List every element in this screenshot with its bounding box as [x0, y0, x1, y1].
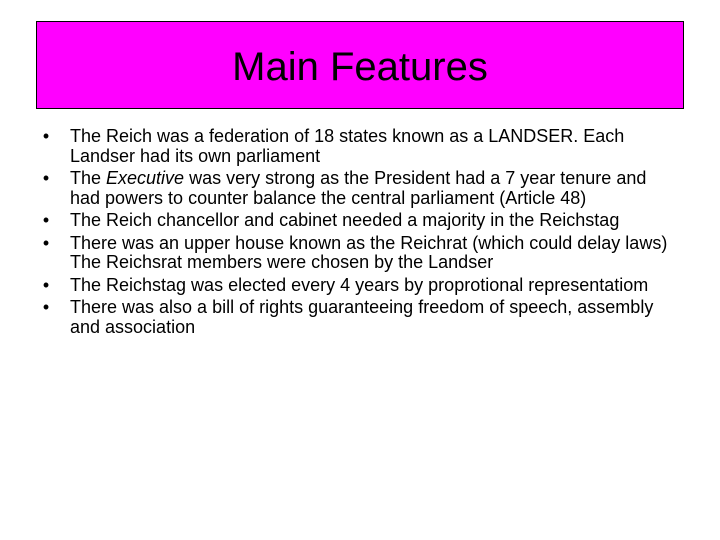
- bullet-dot-icon: •: [42, 274, 50, 295]
- bullet-item-executive: [40, 169, 680, 208]
- bullet-text: The Reichstag was elected every 4 years by proprotional representatiom: [70, 274, 649, 295]
- bullet-item-reichrat: [40, 234, 680, 273]
- bullet-dot-icon: •: [42, 297, 50, 317]
- bullet-dot-icon: •: [42, 232, 50, 253]
- bullet-text-emphasis: Executive: [106, 168, 185, 188]
- bullet-dot-icon: •: [42, 126, 50, 146]
- bullet-text-post: was very strong as the President had a 7 year tenure and had powers to counter balance the central parliament (Article 48): [70, 168, 647, 208]
- bullet-dot-icon: •: [42, 210, 50, 230]
- bullet-text: There was an upper house known as the Reichrat (which could delay laws) The Reichsrat members were chosen by the Landser: [70, 232, 668, 272]
- bullet-list: [40, 127, 680, 340]
- bullet-dot-icon: •: [42, 168, 50, 188]
- bullet-item-reichstag: [40, 276, 680, 296]
- bullet-text: The Reich was a federation of 18 states known as a LANDSER. Each Landser had its own parliament: [70, 126, 625, 166]
- bullet-item-federation: [40, 127, 680, 166]
- title-banner: [36, 21, 684, 109]
- bullet-item-bill-of-rights: [40, 298, 680, 337]
- slide-title: Main Features: [232, 45, 488, 89]
- bullet-item-chancellor: [40, 211, 680, 231]
- bullet-text-pre: The: [70, 168, 107, 188]
- bullet-text: There was also a bill of rights guaranteeing freedom of speech, assembly and association: [70, 297, 654, 337]
- bullet-text: The Reich chancellor and cabinet needed a majority in the Reichstag: [70, 210, 620, 230]
